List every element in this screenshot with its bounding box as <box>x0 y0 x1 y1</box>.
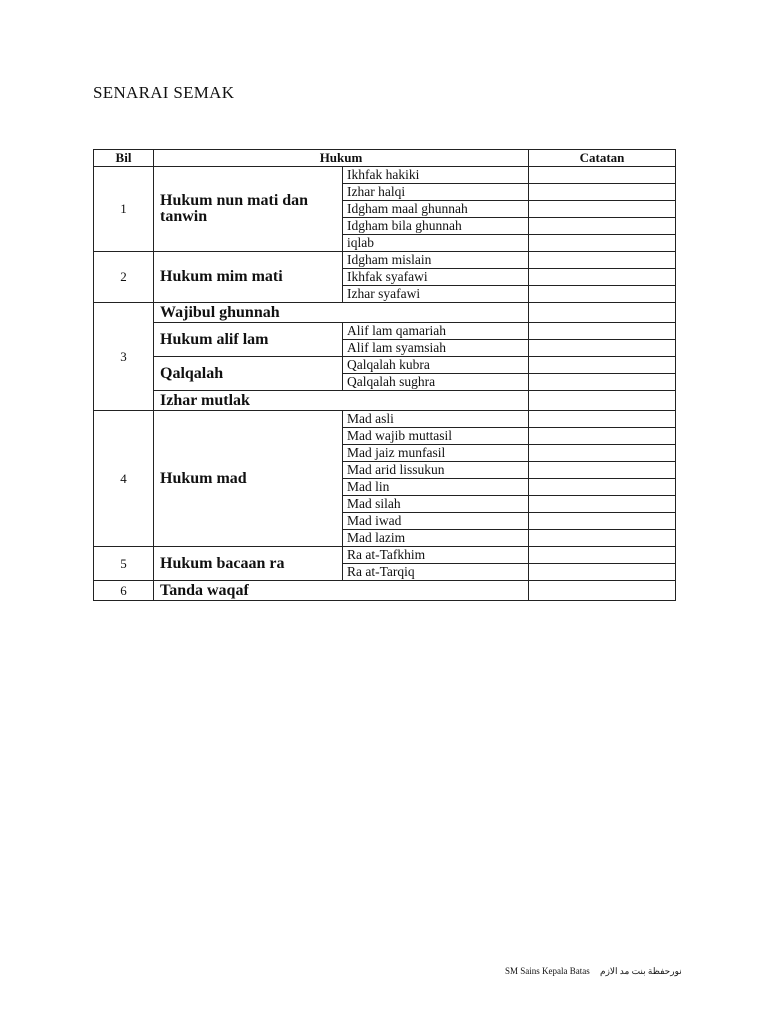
page-footer <box>505 966 682 977</box>
table-row <box>94 391 676 411</box>
catatan-cell[interactable] <box>529 303 676 323</box>
header-catatan: Catatan <box>529 150 676 167</box>
catatan-cell[interactable] <box>529 201 676 218</box>
hukum-sub: Idgham bila ghunnah <box>343 218 529 235</box>
hukum-sub: Mad arid lissukun <box>343 462 529 479</box>
hukum-sub: Mad jaiz munfasil <box>343 445 529 462</box>
catatan-cell[interactable] <box>529 323 676 340</box>
table-row <box>94 357 676 374</box>
catatan-cell[interactable] <box>529 184 676 201</box>
catatan-cell[interactable] <box>529 513 676 530</box>
catatan-cell[interactable] <box>529 357 676 374</box>
hukum-sub: Izhar syafawi <box>343 286 529 303</box>
row-number: 3 <box>94 303 154 411</box>
table-row <box>94 167 676 184</box>
row-number: 5 <box>94 547 154 581</box>
hukum-main: Hukum bacaan ra <box>154 547 343 581</box>
hukum-sub: Alif lam qamariah <box>343 323 529 340</box>
catatan-cell[interactable] <box>529 235 676 252</box>
hukum-main: Wajibul ghunnah <box>154 303 529 323</box>
catatan-cell[interactable] <box>529 581 676 601</box>
catatan-cell[interactable] <box>529 340 676 357</box>
hukum-sub: Mad asli <box>343 411 529 428</box>
catatan-cell[interactable] <box>529 374 676 391</box>
hukum-main: Qalqalah <box>154 357 343 391</box>
catatan-cell[interactable] <box>529 445 676 462</box>
catatan-cell[interactable] <box>529 496 676 513</box>
hukum-sub: Izhar halqi <box>343 184 529 201</box>
hukum-main: Hukum mim mati <box>154 252 343 303</box>
hukum-sub: Mad iwad <box>343 513 529 530</box>
checklist-table <box>93 149 676 601</box>
hukum-main: Hukum alif lam <box>154 323 343 357</box>
footer-school: SM Sains Kepala Batas <box>505 966 590 976</box>
catatan-cell[interactable] <box>529 428 676 445</box>
catatan-cell[interactable] <box>529 479 676 496</box>
hukum-sub: Alif lam syamsiah <box>343 340 529 357</box>
hukum-sub: Idgham maal ghunnah <box>343 201 529 218</box>
header-hukum: Hukum <box>154 150 529 167</box>
catatan-cell[interactable] <box>529 564 676 581</box>
header-bil: Bil <box>94 150 154 167</box>
hukum-main: Izhar mutlak <box>154 391 529 411</box>
hukum-main: Hukum mad <box>154 411 343 547</box>
hukum-sub: Ra at-Tarqiq <box>343 564 529 581</box>
footer-author: نورحفظة بنت مد الازم <box>600 966 682 976</box>
page-title: SENARAI SEMAK <box>93 83 235 102</box>
catatan-cell[interactable] <box>529 547 676 564</box>
hukum-sub: Qalqalah sughra <box>343 374 529 391</box>
hukum-sub: Ikhfak hakiki <box>343 167 529 184</box>
hukum-sub: Mad wajib muttasil <box>343 428 529 445</box>
catatan-cell[interactable] <box>529 286 676 303</box>
table-row <box>94 252 676 269</box>
catatan-cell[interactable] <box>529 252 676 269</box>
catatan-cell[interactable] <box>529 391 676 411</box>
hukum-main: Hukum nun mati dan tanwin <box>154 167 343 252</box>
hukum-sub: Mad silah <box>343 496 529 513</box>
catatan-cell[interactable] <box>529 411 676 428</box>
hukum-sub: Idgham mislain <box>343 252 529 269</box>
catatan-cell[interactable] <box>529 462 676 479</box>
hukum-sub: Ikhfak syafawi <box>343 269 529 286</box>
table-row <box>94 581 676 601</box>
hukum-sub: Mad lazim <box>343 530 529 547</box>
table-row <box>94 411 676 428</box>
table-row <box>94 547 676 564</box>
row-number: 1 <box>94 167 154 252</box>
table-row <box>94 323 676 340</box>
catatan-cell[interactable] <box>529 218 676 235</box>
row-number: 4 <box>94 411 154 547</box>
row-number: 6 <box>94 581 154 601</box>
table-row <box>94 303 676 323</box>
row-number: 2 <box>94 252 154 303</box>
catatan-cell[interactable] <box>529 167 676 184</box>
catatan-cell[interactable] <box>529 269 676 286</box>
hukum-main: Tanda waqaf <box>154 581 529 601</box>
hukum-sub: Ra at-Tafkhim <box>343 547 529 564</box>
hukum-sub: iqlab <box>343 235 529 252</box>
hukum-sub: Qalqalah kubra <box>343 357 529 374</box>
table-header-row <box>94 150 676 167</box>
hukum-sub: Mad lin <box>343 479 529 496</box>
catatan-cell[interactable] <box>529 530 676 547</box>
